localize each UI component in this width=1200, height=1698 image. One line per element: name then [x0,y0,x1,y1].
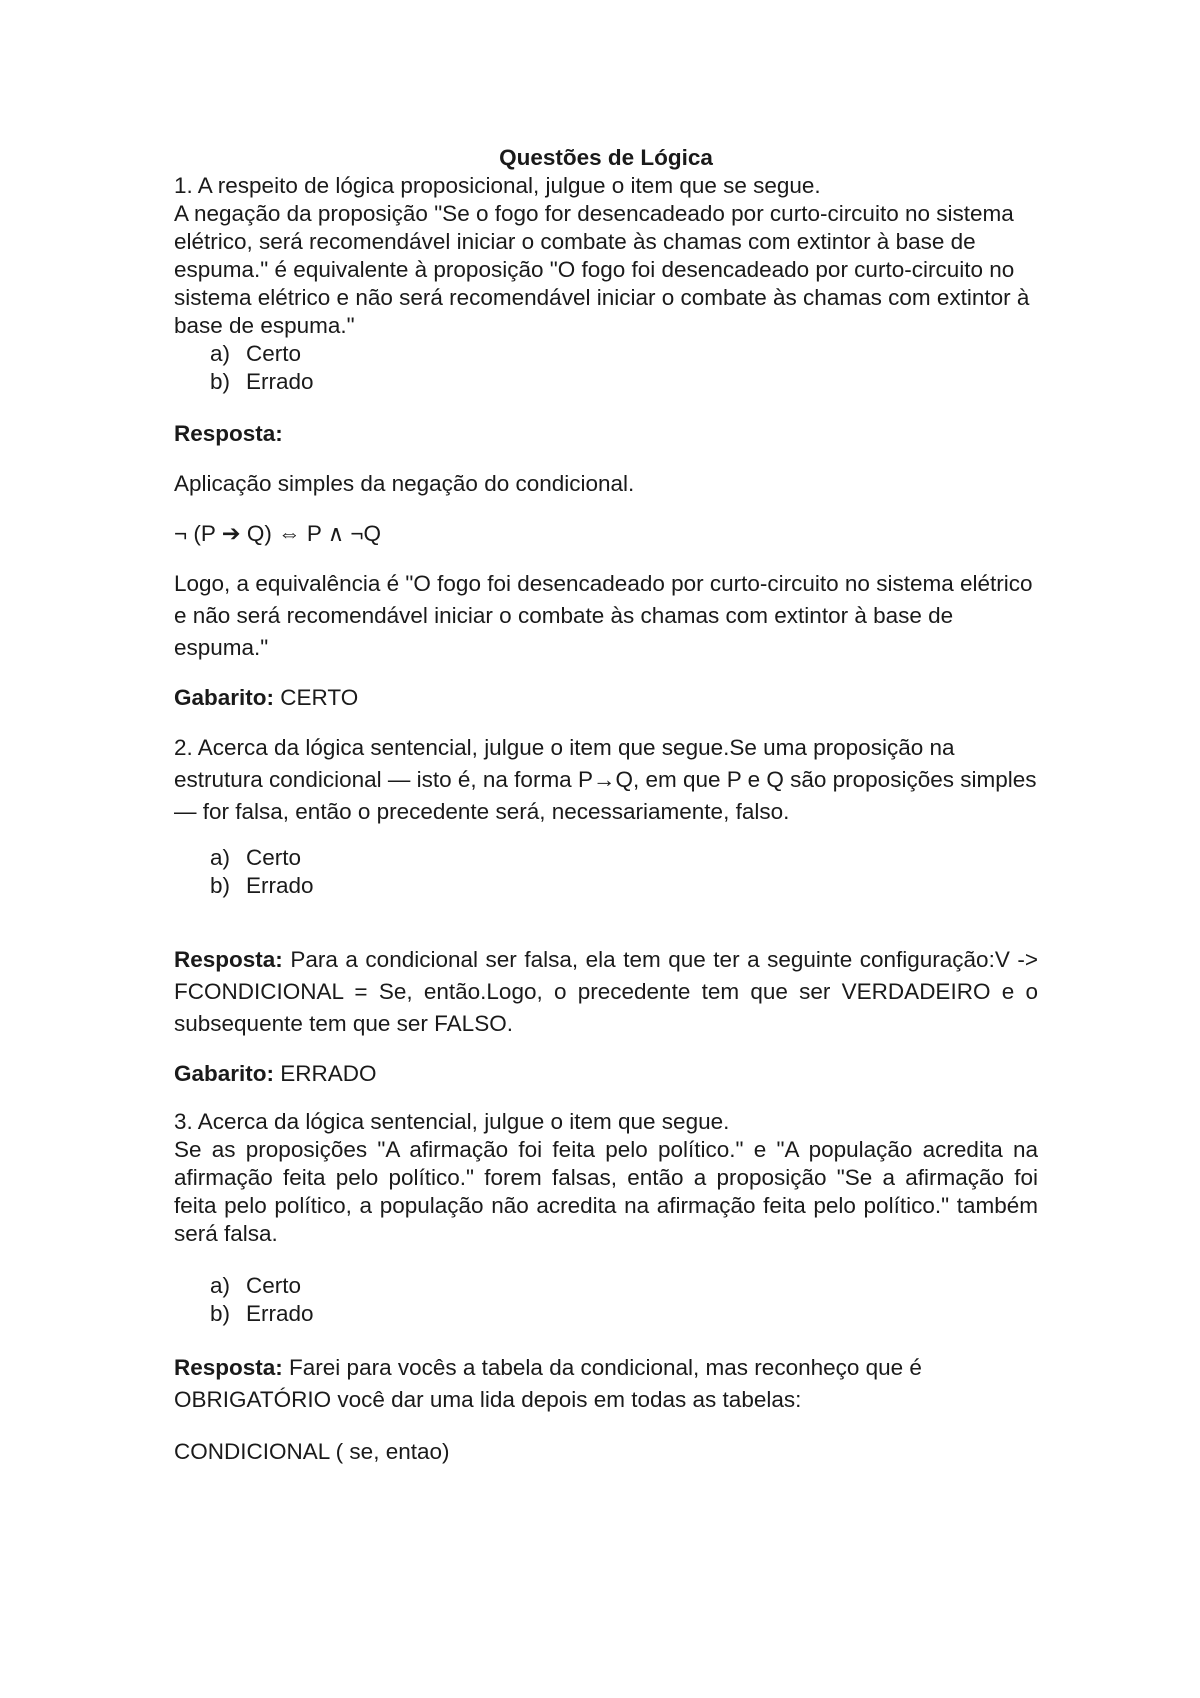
question-1-body: A negação da proposição "Se o fogo for desencadeado por curto-circuito no sistema elétrico, será recomendável iniciar o combate às chamas com extintor à base de espuma." é equivalente à proposição "O fogo foi desencadeado por curto-circuito no sistema elétrico e não será recomendável iniciar o combate às chamas com extintor à base de espuma." [174,201,1030,338]
option-a [174,340,1038,368]
answer-text: Farei para vocês a tabela da condicional, mas reconheço que é OBRIGATÓRIO você dar uma lida depois em todas as tabelas: [174,1355,922,1412]
option-letter: b) [210,1301,231,1326]
option-a [174,1272,1038,1300]
answer-key [174,684,1038,712]
answer-explanation: Aplicação simples da negação do condicional. [174,471,635,496]
table-caption: CONDICIONAL ( se, entao) [174,1439,450,1464]
answer-key-value: ERRADO [280,1061,377,1086]
option-text: Errado [246,873,314,898]
question-2-body: 2. Acerca da lógica sentencial, julgue o item que segue.Se uma proposição na estrutura condicional — isto é, na forma P→Q, em que P e Q são proposições simples — for falsa, então o precedente será, necessariamente, falso. [174,735,1037,824]
option-text: Errado [246,369,314,394]
document-title: Questões de Lógica [499,145,713,170]
question-1 [174,172,1038,712]
question-3 [174,1108,1038,1466]
answer-text: Para a condicional ser falsa, ela tem que ter a seguinte configuração:V -> FCONDICIONAL = Se, então.Logo, o precedente tem que ser VERDADEIRO e o subsequente tem que ser FALSO. [174,947,1038,1036]
answer-label: Resposta: [174,421,283,446]
answer-paragraph [174,944,1038,1040]
option-letter: a) [210,845,231,870]
answer-key-label: Gabarito: [174,1061,275,1086]
option-letter: a) [210,1273,231,1298]
question-2 [174,732,1038,1088]
option-b [174,872,1038,900]
answer-paragraph [174,1352,1038,1416]
option-b [174,368,1038,396]
option-letter: b) [210,369,231,394]
question-2-options [174,844,1038,900]
option-a [174,844,1038,872]
option-letter: b) [210,873,231,898]
option-letter: a) [210,341,231,366]
option-text: Certo [246,341,302,366]
option-b [174,1300,1038,1328]
logic-formula: ¬ (P ➔ Q) ⇔ P ∧ ¬Q [174,521,382,546]
option-text: Certo [246,845,302,870]
question-1-heading: 1. A respeito de lógica proposicional, julgue o item que se segue. [174,173,821,198]
option-text: Certo [246,1273,302,1298]
question-3-heading: 3. Acerca da lógica sentencial, julgue o item que segue. [174,1109,730,1134]
answer-conclusion: Logo, a equivalência é "O fogo foi desencadeado por curto-circuito no sistema elétrico e não será recomendável iniciar o combate às chamas com extintor à base de espuma." [174,571,1033,660]
answer-label: Resposta: [174,947,283,972]
question-3-options [174,1272,1038,1328]
answer-heading [174,420,1038,448]
question-3-body: Se as proposições "A afirmação foi feita pelo político." e "A população acredita na afirmação feita pelo político." forem falsas, então a proposição "Se a afirmação foi feita pelo político, a população não acredita na afirmação feita pelo político." também será falsa. [174,1137,1038,1246]
answer-key-value: CERTO [280,685,359,710]
answer-label: Resposta: [174,1355,283,1380]
document-content [174,144,1038,1466]
answer-key-label: Gabarito: [174,685,275,710]
answer-key [174,1060,1038,1088]
option-text: Errado [246,1301,314,1326]
question-1-options [174,340,1038,396]
